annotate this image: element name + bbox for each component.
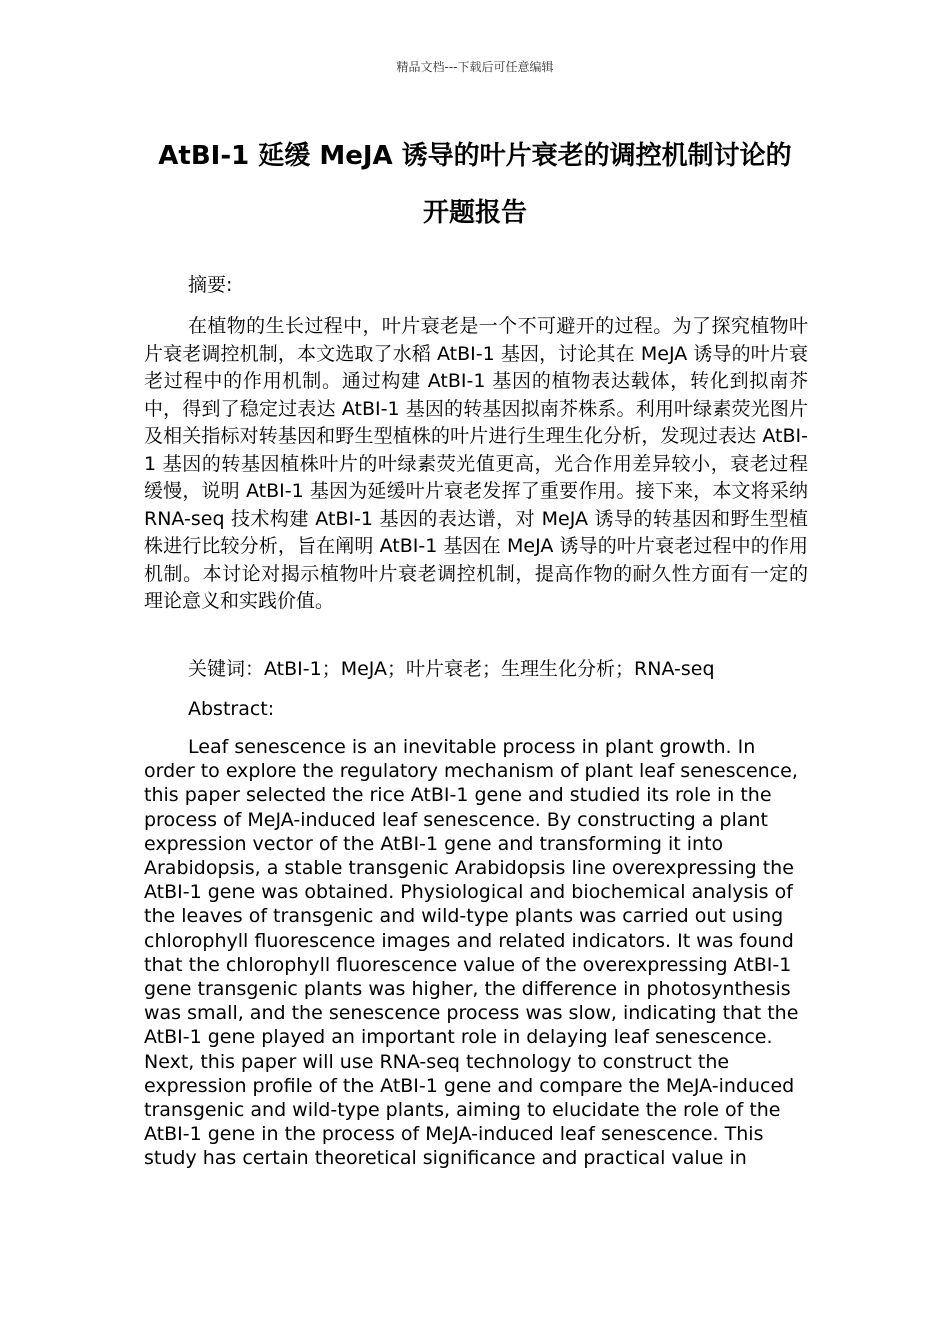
abstract-en-body: Leaf senescence is an inevitable process in plant growth. In order to explore the regulatory mechanism of plant leaf senescence, this paper selected the rice AtBI-1 gene and studied its role in the process of MeJA-induced leaf senescence. By constructing a plant expression vector of the AtBI-1 gene and transforming it into Arabidopsis, a stable transgenic Arabidopsis line overexpressing the AtBI-1 gene was obtained. Physiological and biochemical analysis of the leaves of transgenic and wild-type plants was carried out using chlorophyll fluorescence images and related indicators. It was found that the chlorophyll fluorescence value of the overexpressing AtBI-1 gene transgenic plants was higher, the difference in photosynthesis was small, and the senescence process was slow, indicating that the AtBI-1 gene played an important role in delaying leaf senescence. Next, this paper will use RNA-seq technology to construct the expression profile of the AtBI-1 gene and compare the MeJA-induced transgenic and wild-type plants, aiming to elucidate the role of the AtBI-1 gene in the process of MeJA-induced leaf senescence. This study has certain theoretical significance and practical value in [144,736,799,1170]
title-line-1: AtBI-1 延缓 MeJA 诱导的叶片衰老的调控机制讨论的 [158,141,792,171]
abstract-en-label: Abstract: [188,698,275,720]
abstract-cn-body: 在植物的生长过程中，叶片衰老是一个不可避开的过程。为了探究植物叶片衰老调控机制，本文选取了水稻 AtBI-1 基因，讨论其在 MeJA 诱导的叶片衰老过程中的作用机制。通过构建 AtBI-1 基因的植物表达载体，转化到拟南芥中，得到了稳定过表达 AtBI-1 基因的转基因拟南芥株系。利用叶绿素荧光图片及相关指标对转基因和野生型植株的叶片进行生理生化分析，发现过表达 AtBI-1 基因的转基因植株叶片的叶绿素荧光值更高，光合作用差异较小，衰老过程缓慢，说明 AtBI-1 基因为延缓叶片衰老发挥了重要作用。接下来，本文将采纳 RNA-seq 技术构建 AtBI-1 基因的表达谱，对 MeJA 诱导的转基因和野生型植株进行比较分析，旨在阐明 AtBI-1 基因在 MeJA 诱导的叶片衰老过程中的作用机制。本讨论对揭示植物叶片衰老调控机制，提高作物的耐久性方面有一定的理论意义和实践价值。 [144,315,808,612]
title-line-2: 开题报告 [422,198,527,228]
document-title [100,128,850,242]
keywords-line: 关键词：AtBI-1；MeJA；叶片衰老；生理生化分析；RNA-seq [188,658,715,680]
page-header: 精品文档---下载后可任意编辑 [396,60,554,74]
abstract-cn-label: 摘要: [188,274,233,296]
